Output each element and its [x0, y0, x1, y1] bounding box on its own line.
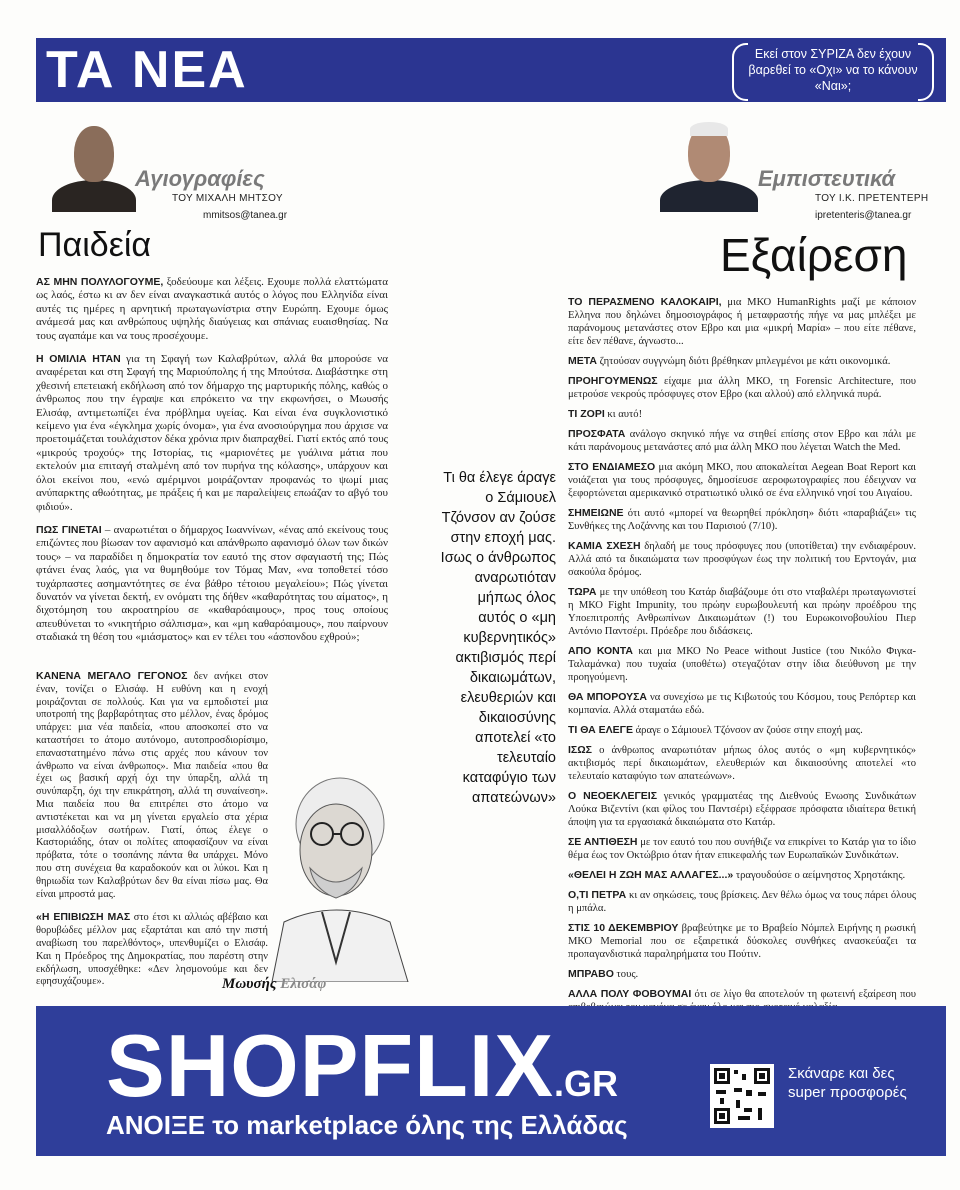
paragraph: ΙΣΩΣ ο άνθρωπος αναρωτιόταν μήπως όλος αυτός ο «μη κυβερνητικός» ακτιβισμός περί δικαιωμάτων, ελευθεριών και δικαιοσύνης αποτελεί «το τελευταίο καταφύγιο των απατεώνων».	[568, 744, 916, 782]
paragraph: ΑΠΟ ΚΟΝΤΑ και μια ΜΚΟ No Peace without Justice (του Νικόλο Φιγκα-Ταλαμάνκα) που τυχαία (υποθέτω) στεγαζόταν στην ίδια διεύθυνση με την προηγούμενη.	[568, 645, 916, 683]
paragraph: ΣΗΜΕΙΩΝΕ ότι αυτό «μπορεί να θεωρηθεί πρόκληση» διότι «παραβιάζει» τις Συνθήκες της Λοζάννης και του Παρισιού (7/10).	[568, 507, 916, 532]
paragraph: ΤΙ ΖΟΡΙ κι αυτό!	[568, 408, 643, 420]
article-title-right: Εξαίρεση	[720, 229, 908, 281]
paragraph: ΣΤΟ ΕΝΔΙΑΜΕΣΟ μια ακόμη ΜΚΟ, που αποκαλείται Aegean Boat Report και νοιάζεται για τους πρόσφυγες, δημοσίευσε αεροφωτογραφίες που έδειχναν να ξεφορτώνεται αμερικανικό στρατιωτικό υλικό σε ένα ελληνικό νησί του Αιγαίου.	[568, 461, 916, 499]
author-email-right: ipretenteris@tanea.gr	[815, 210, 912, 221]
author-photo-mitsos	[44, 118, 144, 212]
article-body-right	[568, 296, 916, 1014]
ad-tagline: ΑΝΟΙΞΕ το marketplace όλης της Ελλάδας	[106, 1110, 628, 1140]
paragraph: Η ΟΜΙΛΙΑ ΗΤΑΝ για τη Σφαγή των Καλαβρύτων, αλλά θα μπορούσε να αναφέρεται και στη Σφαγή της Μαριούπολης ή της Μπούτσα. Διαβάστηκε στη χθεσινή επετειακή εκδήλωση από τον δήμαρχο της μαρτυρικής πόλης, καθώς ο άνθρωπος που την έγραψε και επρόκειτο να την εκφωνήσει, ο Μωυσής Ελισάφ, αντιμετωπίζει ένα πρόβλημα υγείας. Και είναι ένα συγκλονιστικό κείμενο για ένα «έγκλημα χωρίς όνομα», για ένα ανοσιούργημα που άρχισε να προετοιμάζεται τουλάχιστον δέκα χρόνια πριν διαπραχθεί. Γιατί εκτός από τους «μικρούς τροχούς» της Ιστορίας, τις «μαριονέτες με γυάλινα μάτια που εκτελούν μια επιταγή σταλμένη από τον πυρήνα της κόλασης», υπάρχουν και όλοι εκείνοι που, «ενώ αμέριμνοι μοιράζονταν προφανώς το ψωμί μιας ανύπαρκτης αθωότητας, με πράξεις ή και με παραλείψεις επωάζαν το αβγό του φιδιού».	[36, 353, 389, 513]
scan-prompt: Σκάναρε και δες super προσφορές	[788, 1065, 907, 1101]
paragraph: «Η ΕΠΙΒΙΩΣΗ ΜΑΣ στο έτσι κι αλλιώς αβέβαιο και θορυβώδες μέλλον μας εξαρτάται και από την πιστή αναβίωση του παρελθόντος», υπενθυμίζει ο Ελισάφ. Και η Πρόεδρος της Δημοκρατίας, που παρέστη στην εκδήλωση, υποσχέθηκε: «Δεν λησμονούμε και δεν εφησυχάζουμε».	[36, 911, 268, 988]
paragraph: ΑΛΛΑ ΠΟΛΥ ΦΟΒΟΥΜΑΙ ότι σε λίγο θα αποτελούν τη φωτεινή εξαίρεση που	[568, 988, 916, 1000]
newspaper-logo: ΤΑ ΝΕΑ	[46, 41, 248, 99]
paragraph: ΠΡΟΣΦΑΤΑ ανάλογο σκηνικό πήγε να στηθεί επίσης στον Εβρο και πάλι με κάτι παράνομους μετανάστες από μια άλλη ΜΚΟ που λέγεται Watch the Med.	[568, 428, 916, 453]
paragraph: ΤΩΡΑ με την υπόθεση του Κατάρ διαβάζουμε ότι στο νταβαλέρι πρωταγωνιστεί η ΜΚΟ Fight Impunity, του πρώην ευρωβουλευτή και πρώην προέδρου της Υποεπιτροπής Ανθρωπίνων Δικαιωμάτων (!) του Ευρωκοινοβουλίου Πιερ Αντόνιο Παντσέρι. Πρόεδρε που διδάσκεις.	[568, 586, 916, 637]
shopflix-advertisement[interactable]	[36, 1006, 946, 1156]
paragraph: «ΘΕΛΕΙ Η ΖΩΗ ΜΑΣ ΑΛΛΑΓΕΣ...» τραγουδούσε ο αείμνηστος Χρηστάκης.	[568, 869, 906, 881]
author-byline-right: ΤΟΥ Ι.Κ. ΠΡΕΤΕΝΤΕΡΗ	[815, 193, 929, 204]
masthead-teaser: Εκεί στον ΣΥΡΙΖΑ δεν έχουν βαρεθεί το «Οχι» να το κάνουν «Ναι»;	[738, 43, 928, 97]
article-body-left	[36, 276, 388, 655]
paragraph: ΠΡΟΗΓΟΥΜΕΝΩΣ είχαμε μια άλλη ΜΚΟ, τη Forensic Architecture, που μετρούσε νεκρούς πρόσφυγες στον Εβρο (και αλλού) από ελληνικά πυρά.	[568, 375, 916, 400]
qr-code-icon[interactable]	[710, 1064, 774, 1128]
paragraph: ΚΑΜΙΑ ΣΧΕΣΗ δηλαδή με τους πρόσφυγες που (υποτίθεται) την ενδιαφέρουν. Αλλά από τα δικαιώματα των προσφύγων έως την πολιτική του Ερντογάν, μια σακούλα δρόμος.	[568, 540, 916, 578]
paragraph: ΘΑ ΜΠΟΡΟΥΣΑ να συνεχίσω με τις Κιβωτούς του Κόσμου, τους Ρεπόρτερ και κομπανία. Αλλά σταματάω εδώ.	[568, 691, 916, 716]
paragraph: ΚΑΝΕΝΑ ΜΕΓΑΛΟ ΓΕΓΟΝΟΣ δεν ανήκει στον έναν, τονίζει ο Ελισάφ. Η ευθύνη και η ενοχή μοιράζονται σε πολλούς. Και για να εμποδιστεί μια υποτροπή της βαρβαρότητας στο μέλλον, ένας δρόμος υπάρχει: μια νέα παιδεία, «που αποσκοπεί στο να καταστήσει το άτομο αυτόνομο, αυτοπροσδιορίσιμο, επαναστατημένο πάνω στις αρχές που κάνουν τον άνθρωπο να είναι άνθρωπος». Μια παιδεία «που θα έχει ως βασική αρχή όχι την ύπαρξη, αλλά τη συνύπαρξη, όχι την επικράτηση, αλλά τη συναίνεση». Μια παιδεία που θα επιτρέπει στο άτομο να αντιστέκεται και να μη γίνεται εργαλείο στα χέρια μισαλλόδοξων σωτήρων. Γιατί, όπως έλεγε ο Καστοριάδης, όταν οι πολίτες αποφασίζουν να είναι πρόβατα, τότε ο τσοπάνης πάντα θα υπάρχει. Μόνο που στη συνέχεια θα καραδοκούν και οι λύκοι. Και η θηριωδία των Καλαβρύτων δεν θα είναι πίσω μας. Θα είναι μπροστά μας.	[36, 670, 268, 900]
paragraph: ΣΕ ΑΝΤΙΘΕΣΗ με τον εαυτό του που συνήθιζε να επικρίνει το Κατάρ για το ίδιο θέμα έως τον Οκτώβριο όταν ήταν επικεφαλής των Ευρωπαϊκών Συνδικάτων.	[568, 836, 916, 861]
article-body-left-lower	[36, 670, 268, 999]
photo-caption: Μωυσής Ελισάφ	[222, 976, 327, 992]
author-photo-pretenteris	[656, 118, 762, 212]
author-email-left: mmitsos@tanea.gr	[203, 210, 288, 221]
paragraph: ΣΤΙΣ 10 ΔΕΚΕΜΒΡΙΟΥ βραβεύτηκε με το Βραβείο Νόμπελ Ειρήνης η ρωσική ΜΚΟ Memorial που σε εξαιρετικά δύσκολες συνθήκες ανασκεύαζει τα προπαγανδιστικά παραληρήματα του Πούτιν.	[568, 922, 916, 960]
column-name-left: Αγιογραφίες	[135, 166, 265, 191]
article-title-left: Παιδεία	[38, 226, 152, 264]
paragraph: ΜΠΡΑΒΟ τους.	[568, 968, 639, 980]
elisaf-sketch-portrait	[262, 772, 412, 982]
paragraph: ΑΣ ΜΗΝ ΠΟΛΥΛΟΓΟΥΜΕ, ξοδεύουμε και λέξεις. Εχουμε πολλά ελαττώματα ως λαός, έστω κι αν δεν είναι αναγκαστικά αυτός ο λόγος που Ελληνίδα είναι αυτές τις ημέρες η αρνητική πρωταγωνίστρια στην Ευρώπη. Εχουμε όμως ανάμεσά μας και ανθρώπους υψηλής διαύγειας και σπάνιας ευαισθησίας. Να τους αγαπάμε και να τους προσέχουμε.	[36, 276, 388, 342]
paragraph: ΠΩΣ ΓΙΝΕΤΑΙ – αναρωτιέται ο δήμαρχος Ιωαννίνων, «ένας από εκείνους τους επιζώντες που βίωσαν τον αφανισμό και απάνθρωπο αφανισμό όλων των δικών τους» – να παραδίδει η δημοκρατία τον εαυτό της στον σφαγιαστή της; Πώς φτάνει ένας λαός, για να θυμηθούμε τον Τόμας Μαν, «να τοποθετεί τόσο τυχάρπαστες ασημαντότητες σε ένα βάθρο τέτοιου μεγαλείου»; Πώς γίνεται δυνατόν να γίνεται δεκτή, εν ονόματι της δήθεν «καθαρότητας του αίματος», η διχοτόμηση του ακροατηρίου σε «καθαρόαιμους», προς τους οποίους απευθύνεται το «νικητήριο σάλπισμα», και «μη καθαρόαιμους», που παίρνουν σταδιακά τη θέση του «μιάσματος» και εν τέλει του «άσπονδου εχθρού»;	[36, 523, 388, 644]
paragraph: Ο ΝΕΟΕΚΛΕΓΕΙΣ γενικός γραμματέας της Διεθνούς Ενωσης Συνδικάτων Λούκα Βιζεντίνι (και φίλος του Παντσέρι) εξέφρασε πρόσφατα ιδιαίτερα θετική άποψη για τα εργασιακά δικαιώματα στο Κατάρ.	[568, 790, 916, 828]
paragraph: ΤΟ ΠΕΡΑΣΜΕΝΟ ΚΑΛΟΚΑΙΡΙ, μια ΜΚΟ HumanRights μαζί με κάποιον Ελληνα που δηλώνει δημοσιογράφος ή μεταφραστής πήγε να μας μπλέξει με παράνομους μετανάστες στον Εβρο και μια «μικρή Μαρία» – που είτε πέθανε, είτε δεν πέθανε, άγνωστο...	[568, 296, 916, 347]
masthead	[36, 38, 946, 102]
author-byline-left: ΤΟΥ ΜΙΧΑΛΗ ΜΗΤΣΟΥ	[172, 193, 283, 204]
paragraph: ΤΙ ΘΑ ΕΛΕΓΕ άραγε ο Σάμιουελ Τζόνσον αν ζούσε στην εποχή μας.	[568, 724, 863, 736]
column-name-right: Εμπιστευτικά	[758, 166, 896, 191]
pull-quote: Τι θα έλεγε άραγε ο Σάμιουελ Τζόνσον αν ζούσε στην εποχή μας. Ισως ο άνθρωπος αναρωτιόταν μήπως όλος αυτός ο «μη κυβερνητικός» ακτιβισμός περί δικαιωμάτων, ελευθεριών και δικαιοσύνης αποτελεί «το τελευταίο καταφύγιο των απατεώνων»	[440, 470, 556, 806]
paragraph: Ο,ΤΙ ΠΕΤΡΑ κι αν σηκώσεις, τους βρίσκεις. Δεν θέλω όμως να τους πάρει όλους η μπάλα.	[568, 889, 917, 914]
shopflix-logo: SHOPFLIX.GR	[106, 1016, 619, 1115]
paragraph: ΜΕΤΑ ζητούσαν συγγνώμη διότι βρέθηκαν μπλεγμένοι με κάτι οικονομικά.	[568, 355, 891, 367]
